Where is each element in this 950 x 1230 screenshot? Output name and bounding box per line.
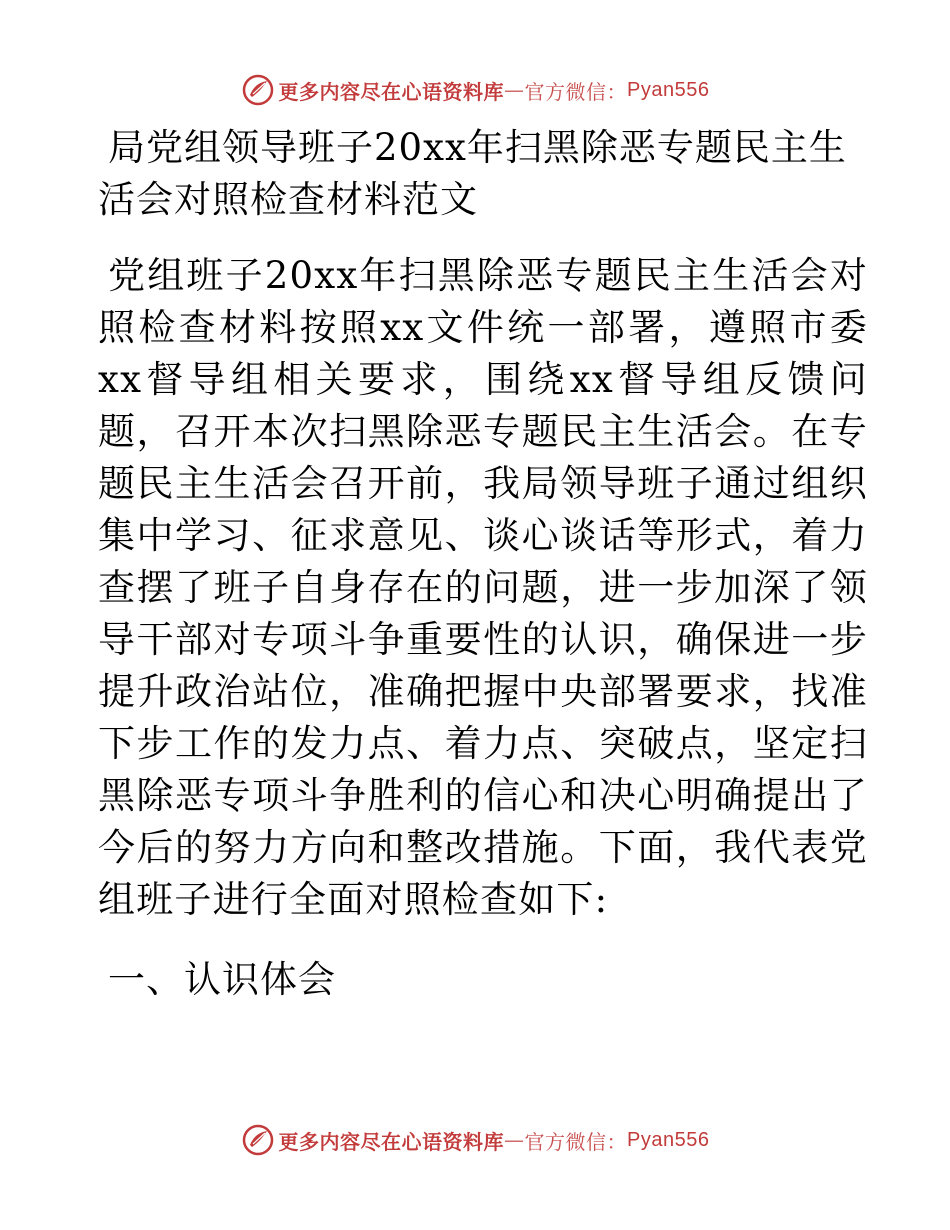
section-heading: 一、认识体会 xyxy=(108,958,336,1001)
watermark-side-text: 官方微信： xyxy=(524,79,628,104)
watermark-dash: — xyxy=(504,78,525,102)
watermark-main-text: 更多内容尽在心语资料库 xyxy=(278,1129,505,1154)
document-title: 局党组领导班子20xx年扫黑除恶专题民主生活会对照检查材料范文 xyxy=(98,126,847,221)
footer-watermark xyxy=(0,1120,950,1160)
brand-logo-icon xyxy=(241,73,275,107)
watermark-wechat-id: Pyan556 xyxy=(627,78,710,101)
watermark-main-text: 更多内容尽在心语资料库 xyxy=(278,79,505,104)
header-watermark xyxy=(0,70,950,110)
watermark-side-text: 官方微信： xyxy=(524,1129,628,1154)
watermark-wechat-id: Pyan556 xyxy=(627,1128,710,1151)
watermark-dash: — xyxy=(504,1128,525,1152)
document-body xyxy=(98,122,868,1006)
intro-paragraph: 党组班子20xx年扫黑除恶专题民主生活会对照检查材料按照xx文件统一部署，遵照市委xx督导组相关要求，围绕xx督导组反馈问题，召开本次扫黑除恶专题民主生活会。在专题民主生活会召开前，我局领导班子通过组织集中学习、征求意见、谈心谈话等形式，着力查摆了班子自身存在的问题，进一步加深了领导干部对专项斗争重要性的认识，确保进一步提升政治站位，准确把握中央部署要求，找准下步工作的发力点、着力点、突破点，坚定扫黑除恶专项斗争胜利的信心和决心明确提出了今后的努力方向和整改措施。下面，我代表党组班子进行全面对照检查如下: xyxy=(98,254,868,921)
brand-logo-icon xyxy=(241,1123,275,1157)
